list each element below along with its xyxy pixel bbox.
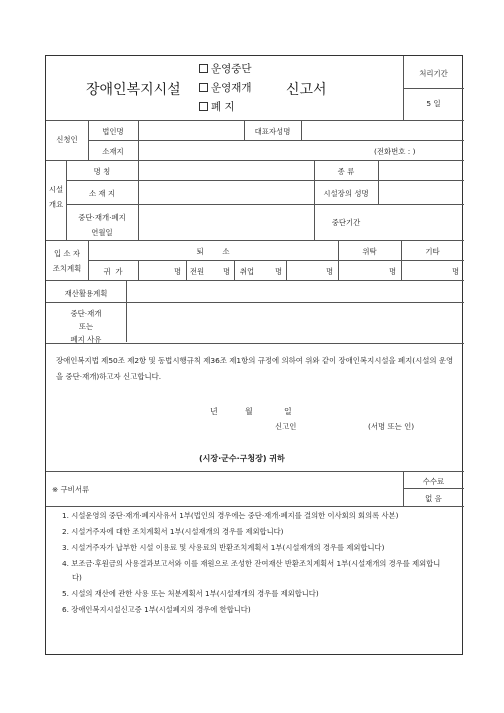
property-plan-label: 재산활용계획	[64, 289, 108, 298]
processing-label: 처리기간	[419, 69, 448, 78]
transfer-unit: 명	[223, 267, 231, 276]
recipient: (시장·군수·구청장) 귀하	[199, 454, 285, 463]
processing-value: 5 일	[426, 99, 441, 108]
discharge-other-unit: 명	[326, 267, 334, 276]
document-item: 3. 시설거주자가 납부한 시설 이용료 및 사용료의 반환조치계획서 1부(시설재개의 경우를 제외합니다)	[62, 543, 385, 552]
facility-period-field[interactable]	[379, 205, 463, 239]
facility-head-label: 시설장의 성명	[323, 189, 369, 198]
other-label: 기타	[425, 247, 440, 256]
applicant-label: 신청인	[56, 135, 78, 144]
form-title-suffix: 신고서	[286, 82, 327, 98]
plan-label: 입 소 자 조치계획	[52, 249, 82, 273]
employ-label: 취업	[239, 267, 255, 276]
document-item: 5. 시설의 재산에 관한 사용 또는 처분계획서 1부(시설재개의 경우를 제외합니다)	[62, 589, 319, 598]
other-unit: 명	[452, 267, 460, 276]
signer-field[interactable]	[301, 417, 365, 433]
transfer-label: 전원	[189, 267, 205, 276]
facility-date-label: 중단·재개·폐지 연월일	[78, 213, 126, 237]
consign-unit: 명	[389, 267, 397, 276]
corp-name-label: 법인명	[102, 127, 124, 136]
facility-name-label: 명 칭	[93, 167, 111, 176]
facility-type-field[interactable]	[379, 161, 463, 179]
facility-date-field[interactable]	[139, 205, 313, 239]
date-year: 년	[210, 407, 218, 416]
fee-value: 없 음	[425, 494, 442, 503]
option-suspend[interactable]: 운영중단	[199, 61, 252, 76]
phone-label: (전화번호 : )	[374, 147, 416, 156]
rep-name-label: 대표자성명	[254, 127, 291, 136]
signer-sign: (서명 또는 인)	[368, 422, 415, 431]
reason-field[interactable]	[127, 303, 463, 341]
date-day: 일	[284, 407, 292, 416]
report-form	[45, 55, 463, 655]
consign-label: 위탁	[362, 247, 377, 256]
document-item: 4. 보조금·후원금의 사용결과보고서와 이를 재원으로 조성한 잔여재산 반환조치계획서 1부(시설재개의 경우를 제외합니다)	[62, 559, 441, 582]
address-field[interactable]	[139, 141, 369, 159]
employ-unit: 명	[275, 267, 283, 276]
checkbox-icon	[199, 102, 208, 111]
document-item: 6. 장애인복지시설신고증 1부(시설폐지의 경우에 한합니다)	[62, 605, 251, 614]
document-item: 1. 시설운영의 중단·재개·폐지사유서 1부(법인의 경우에는 중단·재개·폐지를 결의한 이사회의 회의록 사본)	[62, 511, 399, 520]
property-plan-field[interactable]	[127, 281, 463, 301]
signer-label: 신고인	[275, 422, 297, 431]
facility-type-label: 종 류	[337, 167, 355, 176]
facility-location-field[interactable]	[139, 181, 313, 203]
reason-label: 중단·재개 또는 폐지 사유	[70, 309, 102, 344]
rep-name-field[interactable]	[302, 121, 462, 139]
address-label: 소재지	[102, 147, 124, 156]
option-close[interactable]: 폐 지	[199, 99, 235, 114]
discharge-label: 퇴 소	[196, 247, 230, 256]
fee-label: 수수료	[422, 477, 445, 486]
option-resume[interactable]: 운영재개	[199, 80, 252, 95]
checkbox-icon	[199, 64, 208, 73]
facility-label: 시설 개요	[48, 185, 64, 209]
facility-period-label: 중단기간	[331, 218, 361, 227]
documents-list	[62, 509, 450, 619]
return-home-label: 귀 가	[103, 267, 123, 276]
facility-name-field[interactable]	[139, 161, 313, 179]
date-month: 월	[245, 407, 253, 416]
document-item: 2. 시설거주자에 대한 조치계획서 1부(시설재개의 경우를 제외합니다)	[62, 527, 284, 536]
checkbox-icon	[199, 83, 208, 92]
return-home-unit: 명	[174, 267, 182, 276]
documents-label: ※ 구비서류	[52, 485, 90, 494]
facility-head-field[interactable]	[379, 181, 463, 203]
facility-location-label: 소 재 지	[88, 189, 116, 198]
form-title: 장애인복지시설	[86, 82, 181, 98]
corp-name-field[interactable]	[139, 121, 243, 139]
statement-text: 장애인복지법 제50조 제2항 및 동법시행규칙 제36조 제1항의 규정에 의하여 위와 같이 장애인복지시설을 폐지(시설의 운영을 중단·재개)하고자 신고합니다.	[56, 356, 454, 381]
